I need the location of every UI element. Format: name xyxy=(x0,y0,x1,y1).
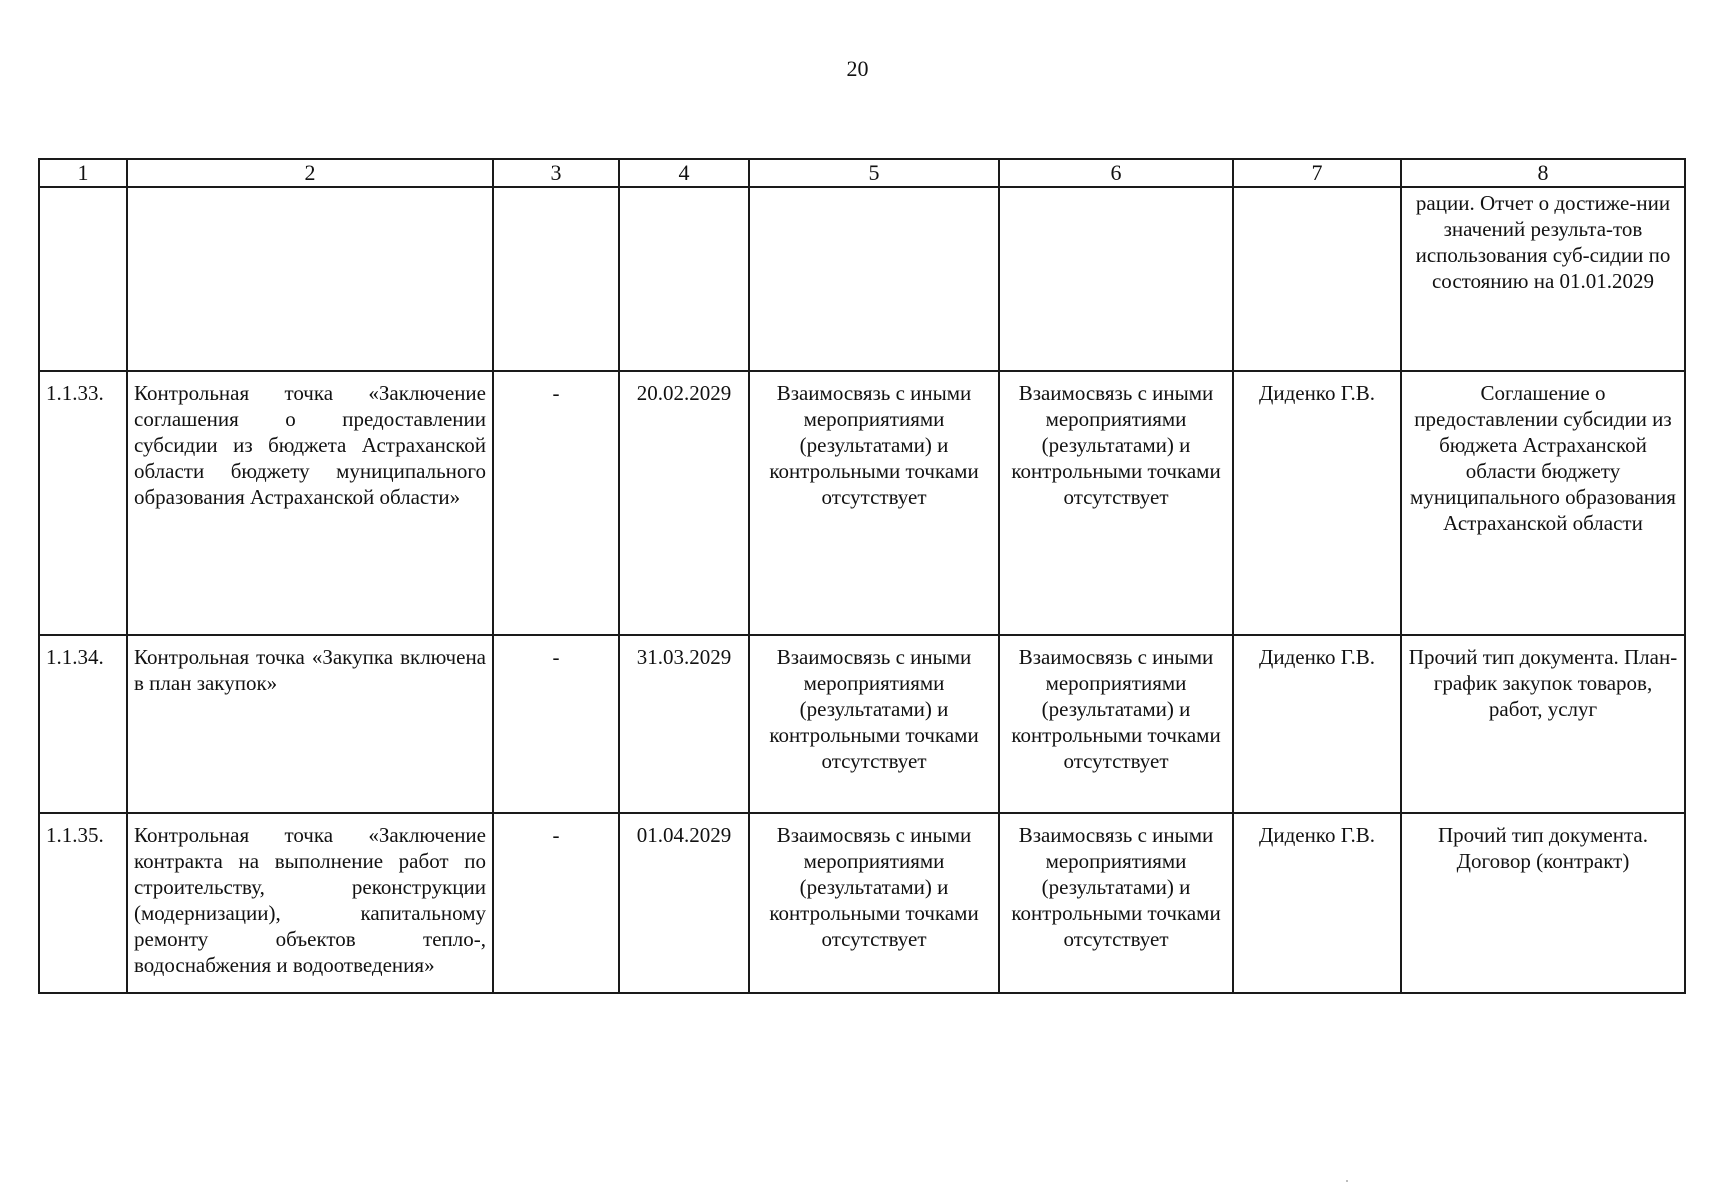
column-header-5: 5 xyxy=(749,159,999,187)
control-point-name: Контрольная точка «Закупка включена в план закупок» xyxy=(127,635,493,813)
column-header-2: 2 xyxy=(127,159,493,187)
empty-cell xyxy=(999,187,1233,371)
relation-cell: Взаимосвязь с иными мероприятиями (результатами) и контрольными точками отсутствует xyxy=(999,635,1233,813)
empty-cell xyxy=(493,187,619,371)
scan-speck xyxy=(1346,1180,1348,1182)
responsible-person: Диденко Г.В. xyxy=(1233,635,1401,813)
document-cell: рации. Отчет о достиже-нии значений результа-тов использования суб-сидии по состоянию на 01.01.2029 xyxy=(1401,187,1685,371)
page-number: 20 xyxy=(846,56,869,81)
row-number: 1.1.33. xyxy=(39,371,127,635)
control-point-name: Контрольная точка «Заключение соглашения о предоставлении субсидии из бюджета Астраханской области бюджету муниципального образования Астраханской области» xyxy=(127,371,493,635)
header-row xyxy=(39,159,1685,187)
schedule-table xyxy=(38,158,1686,994)
date-cell: 01.04.2029 xyxy=(619,813,749,993)
document-cell: Прочий тип документа. План-график закупок товаров, работ, услуг xyxy=(1401,635,1685,813)
column-3-value: - xyxy=(493,813,619,993)
column-3-value: - xyxy=(493,635,619,813)
empty-cell xyxy=(1233,187,1401,371)
control-point-name: Контрольная точка «Заключение контракта на выполнение работ по строительству, реконструкции (модернизации), капитальному ремонту объектов тепло-, водоснабжения и водоотведения» xyxy=(127,813,493,993)
row-number: 1.1.35. xyxy=(39,813,127,993)
relation-cell: Взаимосвязь с иными мероприятиями (результатами) и контрольными точками отсутствует xyxy=(749,635,999,813)
responsible-person: Диденко Г.В. xyxy=(1233,371,1401,635)
column-3-value: - xyxy=(493,371,619,635)
empty-cell xyxy=(127,187,493,371)
relation-cell: Взаимосвязь с иными мероприятиями (результатами) и контрольными точками отсутствует xyxy=(749,813,999,993)
row-number: 1.1.34. xyxy=(39,635,127,813)
table-row xyxy=(39,813,1685,993)
relation-cell: Взаимосвязь с иными мероприятиями (результатами) и контрольными точками отсутствует xyxy=(999,813,1233,993)
column-header-8: 8 xyxy=(1401,159,1685,187)
table-row-continuation xyxy=(39,187,1685,371)
column-header-3: 3 xyxy=(493,159,619,187)
table-row xyxy=(39,635,1685,813)
document-cell: Прочий тип документа. Договор (контракт) xyxy=(1401,813,1685,993)
responsible-person: Диденко Г.В. xyxy=(1233,813,1401,993)
relation-cell: Взаимосвязь с иными мероприятиями (результатами) и контрольными точками отсутствует xyxy=(999,371,1233,635)
column-header-1: 1 xyxy=(39,159,127,187)
column-header-6: 6 xyxy=(999,159,1233,187)
empty-cell xyxy=(619,187,749,371)
table-row xyxy=(39,371,1685,635)
document-cell: Соглашение о предоставлении субсидии из бюджета Астраханской области бюджету муниципального образования Астраханской области xyxy=(1401,371,1685,635)
empty-cell xyxy=(749,187,999,371)
column-header-4: 4 xyxy=(619,159,749,187)
relation-cell: Взаимосвязь с иными мероприятиями (результатами) и контрольными точками отсутствует xyxy=(749,371,999,635)
column-header-7: 7 xyxy=(1233,159,1401,187)
empty-cell xyxy=(39,187,127,371)
date-cell: 31.03.2029 xyxy=(619,635,749,813)
date-cell: 20.02.2029 xyxy=(619,371,749,635)
